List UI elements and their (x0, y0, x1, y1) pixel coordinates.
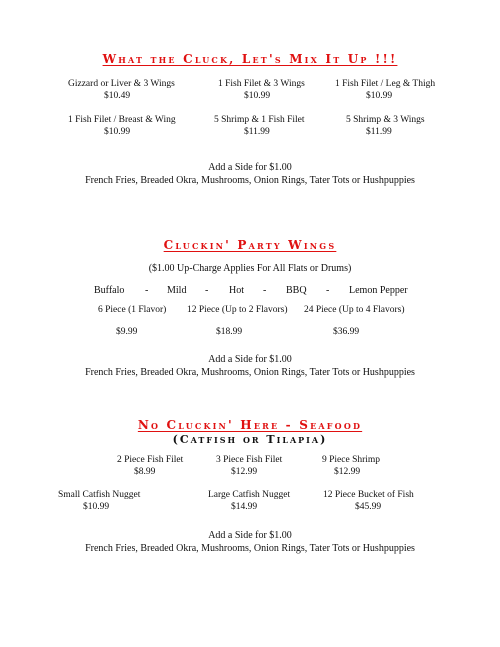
side-title: Add a Side for $1.00 (208, 354, 292, 365)
menu-item-name: 3 Piece Fish Filet (216, 455, 283, 465)
section-heading-mix-it-up: What the Cluck, Let's Mix It Up !!! (102, 52, 398, 66)
menu-item-name: Large Catfish Nugget (208, 490, 291, 500)
flavor-buffalo: Buffalo (94, 285, 125, 296)
menu-item-price: $10.49 (104, 91, 131, 101)
menu-item-name: Small Catfish Nugget (58, 490, 141, 500)
flavor-separator: - (145, 285, 149, 296)
menu-item-price: $10.99 (366, 91, 393, 101)
side-title: Add a Side for $1.00 (208, 530, 292, 541)
side-options: French Fries, Breaded Okra, Mushrooms, Onion Rings, Tater Tots or Hushpuppies (85, 175, 415, 186)
side-options: French Fries, Breaded Okra, Mushrooms, Onion Rings, Tater Tots or Hushpuppies (85, 543, 415, 554)
menu-item-name: 1 Fish Filet / Leg & Thigh (335, 79, 436, 89)
side-options: French Fries, Breaded Okra, Mushrooms, Onion Rings, Tater Tots or Hushpuppies (85, 367, 415, 378)
wing-size-name: 24 Piece (Up to 4 Flavors) (304, 305, 405, 315)
menu-item-price: $10.99 (83, 502, 110, 512)
flavor-mild: Mild (167, 285, 187, 296)
side-title: Add a Side for $1.00 (208, 162, 292, 173)
menu-item-name: 1 Fish Filet / Breast & Wing (68, 115, 176, 125)
menu-item-price: $12.99 (231, 467, 258, 477)
menu-item-price: $8.99 (134, 467, 156, 477)
flavor-hot: Hot (229, 285, 244, 296)
menu-item-price: $14.99 (231, 502, 258, 512)
section-heading-seafood: No Cluckin' Here - Seafood (137, 418, 363, 432)
menu-item-name: 5 Shrimp & 1 Fish Filet (214, 115, 305, 125)
menu-item-name: 1 Fish Filet & 3 Wings (218, 79, 305, 89)
wing-size-price: $9.99 (116, 327, 138, 337)
menu-item-name: 9 Piece Shrimp (322, 455, 381, 465)
flavor-separator: - (263, 285, 267, 296)
section-subheading-seafood: (Catfish or Tilapia) (172, 433, 328, 446)
menu-item-price: $10.99 (244, 91, 271, 101)
menu-item-price: $10.99 (104, 127, 131, 137)
wing-size-price: $36.99 (333, 327, 360, 337)
menu-item-price: $11.99 (366, 127, 392, 137)
menu-item-name: Gizzard or Liver & 3 Wings (68, 79, 175, 89)
upcharge-note: ($1.00 Up-Charge Applies For All Flats or Drums) (148, 263, 352, 274)
menu-item-price: $12.99 (334, 467, 361, 477)
menu-item-name: 5 Shrimp & 3 Wings (346, 115, 425, 125)
menu-item-price: $45.99 (355, 502, 382, 512)
menu-item-price: $11.99 (244, 127, 270, 137)
flavor-lemon-pepper: Lemon Pepper (349, 285, 408, 296)
flavor-separator: - (205, 285, 209, 296)
flavor-bbq: BBQ (286, 285, 307, 296)
wing-size-price: $18.99 (216, 327, 243, 337)
section-heading-party-wings: Cluckin' Party Wings (163, 238, 337, 252)
menu-item-name: 2 Piece Fish Filet (117, 455, 184, 465)
flavor-separator: - (326, 285, 330, 296)
menu-item-name: 12 Piece Bucket of Fish (323, 490, 414, 500)
wing-size-name: 12 Piece (Up to 2 Flavors) (187, 305, 288, 315)
wing-size-name: 6 Piece (1 Flavor) (98, 305, 167, 315)
